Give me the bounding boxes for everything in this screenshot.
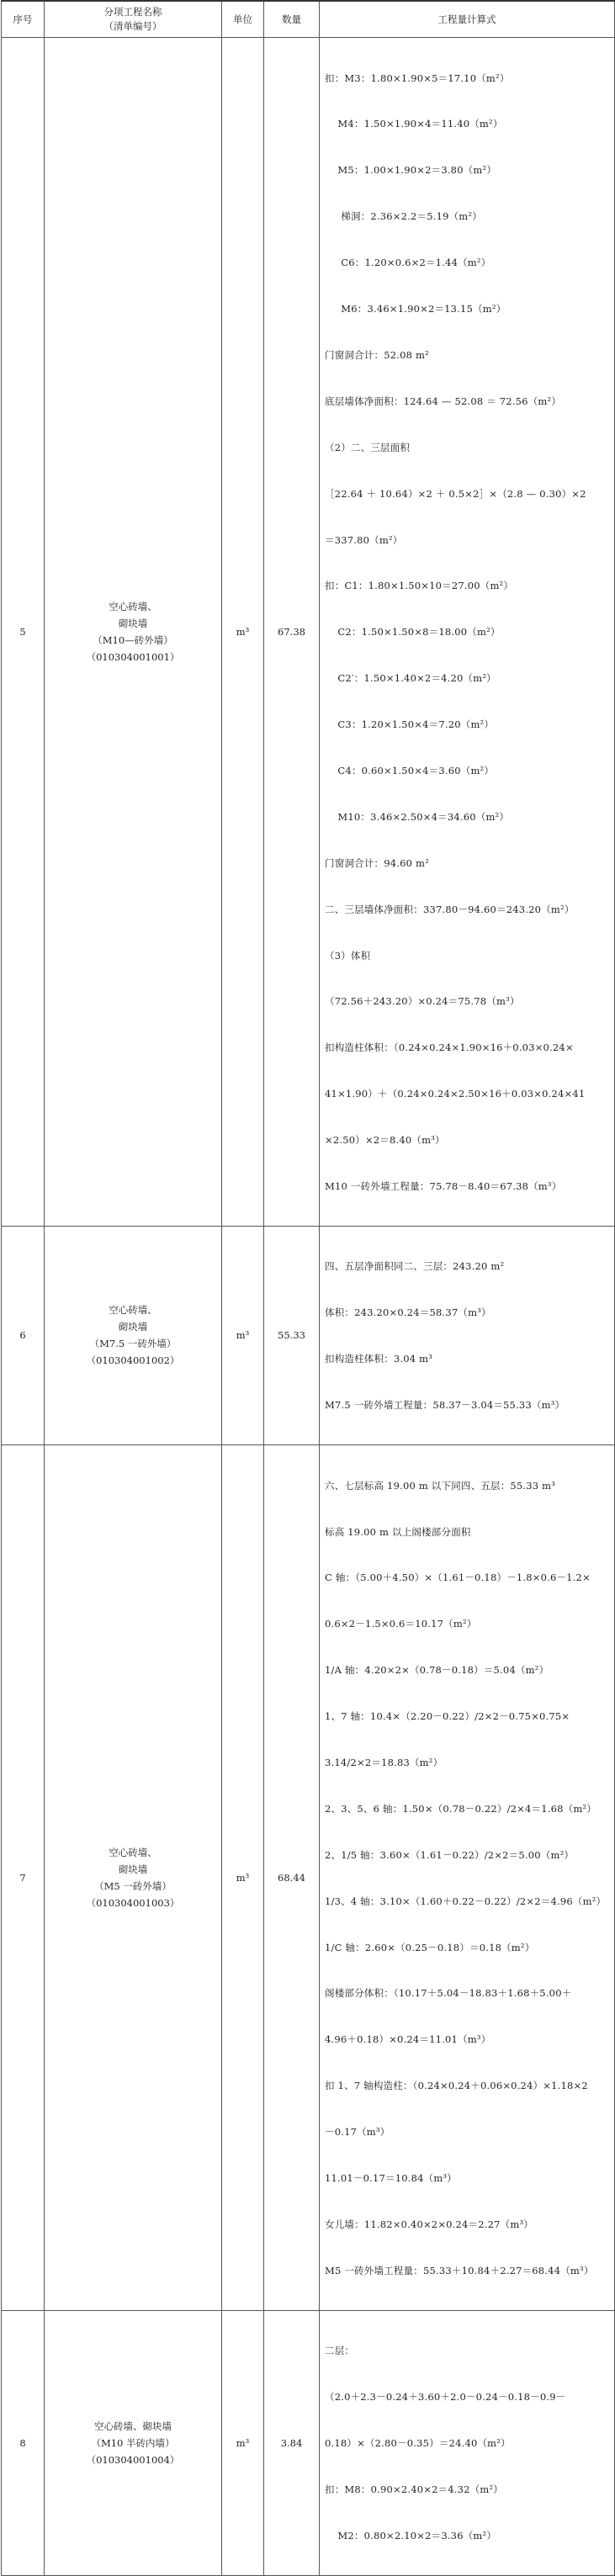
formula-line: 1/C 轴：2.60×（0.25－0.18）＝0.18（m²）: [325, 1941, 535, 1953]
header-row: [2, 1, 615, 38]
row-item-name: [45, 38, 222, 1227]
row-seq: 7: [2, 1445, 45, 2311]
formula-line: 体积：243.20×0.24＝58.37（m³）: [325, 1307, 491, 1319]
header-unit: 单位: [222, 1, 264, 38]
row-seq: 8: [2, 2310, 45, 2575]
formula-line: 3.14/2×2＝18.83（m²）: [325, 1756, 443, 1768]
formula-line: （2）二、三层面积: [325, 441, 411, 453]
formula-line: 二、三层墙体净面积：337.80－94.60＝243.20（m²）: [325, 903, 575, 915]
row-unit: m³: [222, 2310, 264, 2575]
formula-line: 2、1/5 轴：3.60×（1.61－0.22）/2×2＝5.00（m²）: [325, 1848, 575, 1861]
row-formula: [320, 1445, 615, 2311]
formula-line: M5：1.00×1.90×2＝3.80（m²）: [325, 164, 497, 177]
name-line: （010304001001）: [86, 650, 180, 663]
row-quantity: 68.44: [264, 1445, 320, 2311]
formula-line: （2.0＋2.3－0.24＋3.60＋2.0－0.24－0.18－0.9－: [325, 2391, 566, 2404]
formula-line: （72.56＋243.20）×0.24＝75.78（m³）: [325, 995, 520, 1008]
formula-line: －0.17（m³）: [325, 2126, 390, 2139]
row-formula: [320, 1226, 615, 1444]
formula-line: 扣构造柱体积：3.04 m³: [325, 1353, 433, 1365]
row-seq: 5: [2, 38, 45, 1227]
formula-line: 1/3、4 轴：3.10×（1.60＋0.22－0.22）/2×2＝4.96（m²）: [325, 1895, 607, 1907]
formula-line: 女儿墙：11.82×0.40×2×0.24＝2.27（m³）: [325, 2218, 533, 2230]
formula-line: ［22.64 ＋ 10.64）×2 ＋ 0.5×2］×（2.8 — 0.30）×2: [325, 487, 586, 500]
name-line: 空心砖墙、: [109, 1846, 157, 1858]
name-line: 砌块墙: [118, 1863, 148, 1875]
formula-line: C2′：1.50×1.40×2＝4.20（m²）: [325, 672, 496, 685]
name-line: （M10 半砖内墙）: [91, 2436, 175, 2449]
header-name-line1: 分项工程名称: [103, 6, 162, 18]
formula-line: M6：3.46×1.90×2＝13.15（m²）: [325, 303, 506, 315]
formula-line: （3）体积: [325, 949, 371, 962]
row-formula: [320, 38, 615, 1227]
formula-line: 41×1.90）＋（0.24×0.24×2.50×16＋0.03×0.24×41: [325, 1088, 586, 1100]
formula-line: 门窗洞合计：94.60 m²: [325, 856, 429, 869]
formula-line: 0.6×2－1.5×0.6＝10.17（m²）: [325, 1618, 477, 1630]
header-formula: 工程量计算式: [320, 1, 615, 38]
formula-line: C3：1.20×1.50×4＝7.20（m²）: [325, 718, 495, 731]
name-line: 空心砖墙、: [109, 1304, 157, 1317]
formula-line: 阁楼部分体积：（10.17＋5.04－18.83＋1.68＋5.00＋: [325, 1987, 572, 2000]
formula-line: C6：1.20×0.6×2＝1.44（m²）: [325, 257, 491, 269]
row-unit: m³: [222, 1445, 264, 2311]
name-line: （M10—砖外墙）: [93, 633, 173, 646]
formula-line: 1/A 轴：4.20×2×（0.78－0.18）＝5.04（m²）: [325, 1664, 549, 1677]
formula-line: 扣：C1：1.80×1.50×10＝27.00（m²）: [325, 580, 514, 592]
formula-line: 4.96＋0.18）×0.24＝11.01（m³）: [325, 2033, 491, 2046]
row-item-name: [45, 1226, 222, 1444]
formula-line: C4：0.60×1.50×4＝3.60（m²）: [325, 764, 495, 777]
table-row: [2, 2310, 615, 2575]
name-line: （M5 一砖外墙）: [94, 1879, 172, 1892]
row-quantity: 67.38: [264, 38, 320, 1227]
name-line: （M7.5 一砖外墙）: [89, 1338, 177, 1350]
name-line: （010304001004）: [86, 2453, 180, 2466]
name-line: 空心砖墙、: [109, 600, 157, 612]
row-item-name: [45, 1445, 222, 2311]
formula-line: 11.01－0.17＝10.84（m³）: [325, 2171, 457, 2184]
formula-line: C2：1.50×1.50×8＝18.00（m²）: [325, 626, 501, 639]
header-item-name: [45, 1, 222, 38]
table-row: [2, 1226, 615, 1444]
name-line: （010304001002）: [86, 1354, 180, 1367]
header-seq: 序号: [2, 1, 45, 38]
formula-line: 2、3、5、6 轴：1.50×（0.78－0.22）/2×4＝1.68（m²）: [325, 1802, 596, 1815]
table-row: [2, 1445, 615, 2311]
name-line: 砌块墙: [118, 617, 148, 629]
formula-line: 标高 19.00 m 以上阁楼部分面积: [325, 1525, 471, 1538]
formula-line: ×2.50）×2＝8.40（m³）: [325, 1134, 445, 1147]
row-unit: m³: [222, 1226, 264, 1444]
formula-line: 六、七层标高 19.00 m 以下同四、五层：55.33 m³: [325, 1479, 556, 1492]
row-item-name: [45, 2310, 222, 2575]
header-name-line2: （清单编号）: [103, 20, 162, 32]
formula-line: 底层墙体净面积：124.64 — 52.08 ＝ 72.56（m²）: [325, 395, 562, 407]
formula-line: C 轴：（5.00＋4.50）×（1.61－0.18）－1.8×0.6－1.2×: [325, 1572, 591, 1584]
quantity-calculation-table: [1, 0, 615, 2576]
formula-line: 梯洞：2.36×2.2＝5.19（m²）: [325, 210, 482, 223]
formula-line: M4：1.50×1.90×4＝11.40（m²）: [325, 118, 503, 130]
formula-line: 门窗洞合计：52.08 m²: [325, 348, 429, 361]
row-unit: m³: [222, 38, 264, 1227]
formula-line: 扣构造柱体积：（0.24×0.24×1.90×16＋0.03×0.24×: [325, 1042, 574, 1054]
name-line: 砌块墙: [118, 1321, 148, 1333]
name-line: 空心砖墙、砌块墙: [94, 2420, 172, 2432]
formula-line: M5 一砖外墙工程量：55.33＋10.84＋2.27＝68.44（m³）: [325, 2264, 594, 2277]
formula-line: M2：0.80×2.10×2＝3.36（m²）: [325, 2529, 497, 2542]
row-quantity: 55.33: [264, 1226, 320, 1444]
row-formula: [320, 2310, 615, 2575]
table-row: [2, 38, 615, 1227]
formula-line: M7.5 一砖外墙工程量：58.37－3.04＝55.33（m³）: [325, 1399, 565, 1412]
formula-line: M10 一砖外墙工程量：75.78－8.40＝67.38（m³）: [325, 1179, 562, 1192]
formula-line: 扣：M3：1.80×1.90×5＝17.10（m²）: [325, 72, 510, 84]
formula-line: M10：3.46×2.50×4＝34.60（m²）: [325, 810, 510, 823]
name-line: （010304001003）: [86, 1896, 180, 1909]
formula-line: ＝337.80（m²）: [325, 533, 403, 546]
row-quantity: 3.84: [264, 2310, 320, 2575]
formula-line: 扣：M8：0.90×2.40×2＝4.32（m²）: [325, 2483, 504, 2495]
formula-line: 1、7 轴：10.4×（2.20－0.22）/2×2－0.75×0.75×: [325, 1710, 570, 1723]
formula-line: 扣 1、7 轴构造柱：（0.24×0.24＋0.06×0.24）×1.18×2: [325, 2080, 588, 2092]
header-quantity: 数量: [264, 1, 320, 38]
formula-line: 0.18）×（2.80－0.35）＝24.40（m²）: [325, 2437, 511, 2450]
formula-line: 二层：: [325, 2345, 355, 2357]
row-seq: 6: [2, 1226, 45, 1444]
formula-line: 四、五层净面积同二、三层：243.20 m²: [325, 1260, 505, 1273]
